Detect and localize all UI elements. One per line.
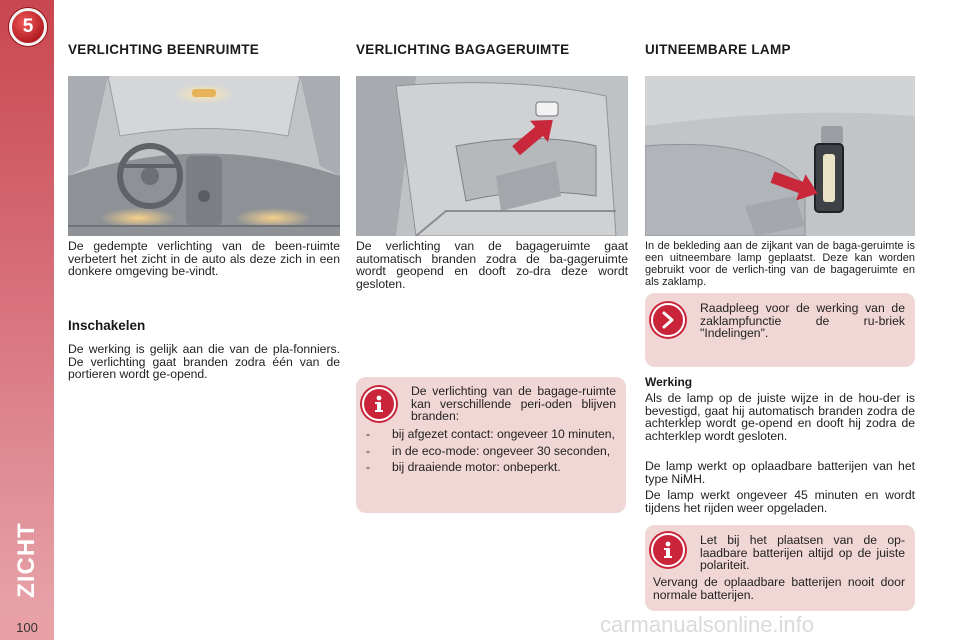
- chapter-title-text: ZICHT: [13, 522, 40, 598]
- removable-lamp-illustration: [645, 76, 915, 236]
- chapter-number-badge: 5: [9, 8, 47, 46]
- intro-paragraph: De verlichting van de bagageruimte gaat automatisch branden zodra de ba-gageruimte wordt geopend en dooft zo-dra deze wordt gesloten.: [356, 239, 628, 291]
- intro-paragraph: De gedempte verlichting van de been-ruimte verbetert het zicht in de auto als deze zich in een donkere omgeving be-vindt.: [68, 239, 340, 279]
- info-note: [356, 377, 626, 513]
- page-number: 100: [0, 614, 54, 640]
- lamp-holder-image: [645, 76, 915, 236]
- list-item: - in de eco-mode: ongeveer 30 seconden,: [366, 443, 611, 458]
- boot-lighting-illustration: [356, 76, 628, 236]
- info-icon: [362, 387, 396, 421]
- switching-on-heading: Inschakelen: [68, 318, 146, 333]
- switching-on-paragraph: De werking is gelijk aan die van de pla-fonniers. De verlichting gaat branden zodra één van de portieren wordt ge-opend.: [68, 342, 340, 382]
- info-note: [645, 525, 915, 611]
- chapter-title: [4, 510, 50, 610]
- chapter-sidebar: [0, 0, 54, 640]
- list-item: - bij draaiende motor: onbeperkt.: [366, 460, 561, 475]
- intro-paragraph: In de bekleding aan de zijkant van de baga-geruimte is een uitneembare lamp geplaatst. Deze kan worden gebruikt voor de verlich-ting van de bagageruimte en als zaklamp.: [645, 240, 915, 288]
- reference-note: [645, 293, 915, 367]
- operation-paragraph-2: De lamp werkt op oplaadbare batterijen van het type NiMH.: [645, 459, 915, 486]
- section-title: VERLICHTING BAGAGERUIMTE: [356, 42, 570, 57]
- arrow-right-icon: [651, 303, 685, 337]
- list-item: - bij afgezet contact: ongeveer 10 minuten,: [366, 427, 615, 441]
- section-title: VERLICHTING BEENRUIMTE: [68, 42, 260, 57]
- watermark: carmanualsonline.info: [600, 612, 815, 637]
- duration-list: [356, 428, 618, 478]
- info-note-text: Let bij het plaatsen van de op-laadbare batterijen altijd op de juiste polariteit.: [700, 533, 905, 573]
- operation-paragraph-1: Als de lamp op de juiste wijze in de hou-der is bevestigd, gaat hij automatisch branden zodra de achterklep wordt ge-opend en dooft hij zodra de achterklep wordt gesloten.: [645, 391, 915, 443]
- dashboard-interior-image: [68, 76, 340, 236]
- operation-heading: Werking: [645, 375, 693, 389]
- reference-note-text: Raadpleeg voor de werking van de zaklampfunctie de ru-briek "Indelingen".: [700, 301, 905, 341]
- info-note-text: De verlichting van de bagage-ruimte kan verschillende peri-oden blijven branden:: [411, 384, 616, 424]
- info-note-text-2: Vervang de oplaadbare batterijen nooit door normale batterijen.: [653, 575, 905, 602]
- section-title: UITNEEMBARE LAMP: [645, 42, 791, 57]
- boot-interior-image: [356, 76, 628, 236]
- operation-paragraph-3: De lamp werkt ongeveer 45 minuten en wordt tijdens het rijden weer opgeladen.: [645, 488, 915, 515]
- footwell-lighting-illustration: [68, 76, 340, 236]
- info-icon: [651, 533, 685, 567]
